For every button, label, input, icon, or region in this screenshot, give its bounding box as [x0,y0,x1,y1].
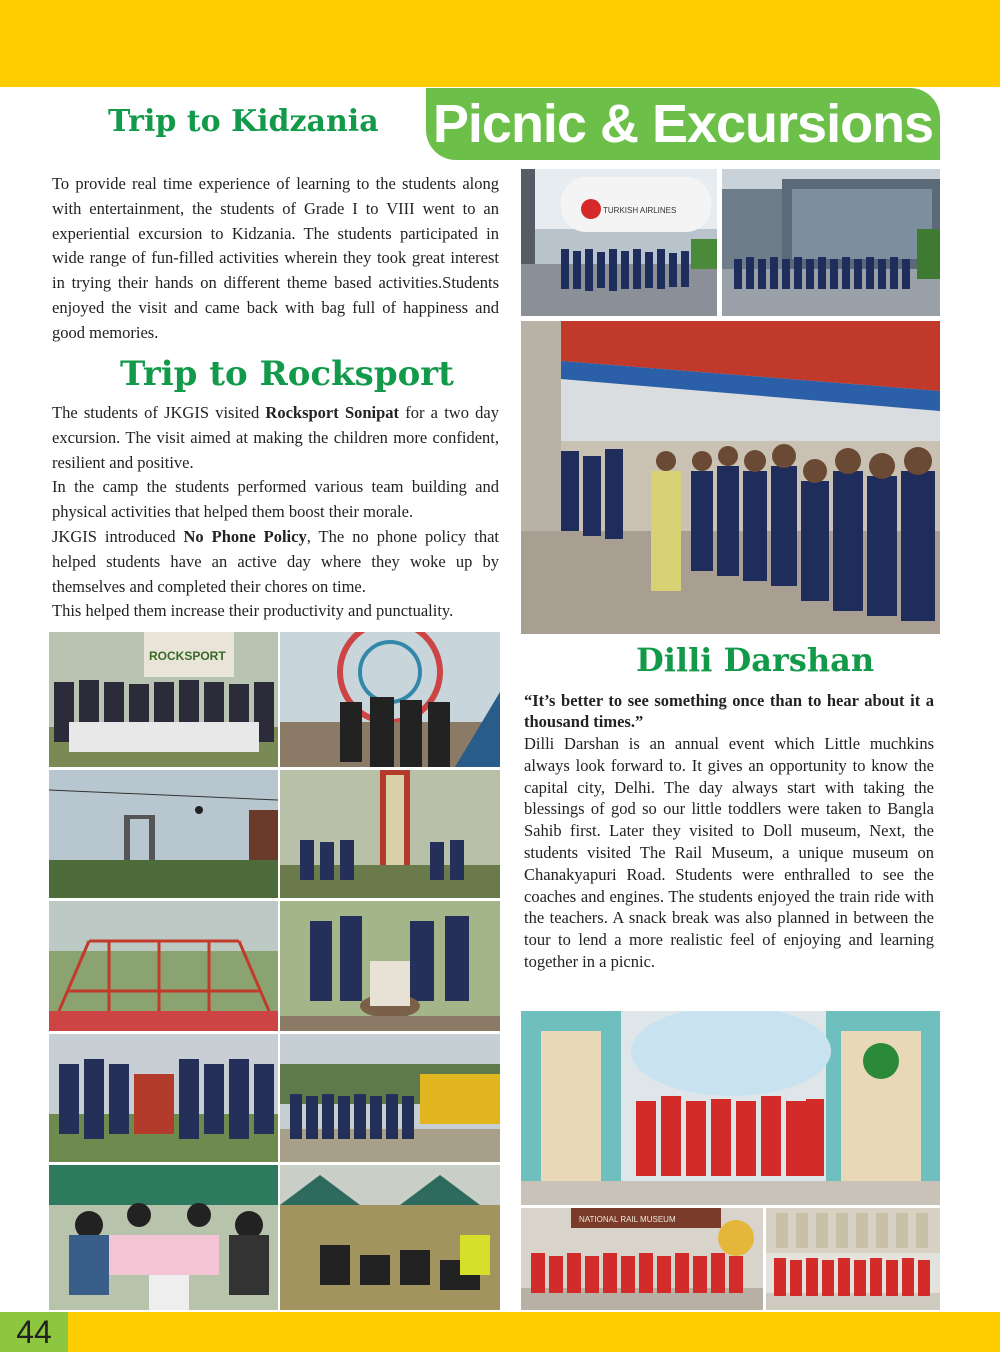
kidzania-heading: Trip to Kidzania [108,104,379,139]
dilli-photo-doll-museum [521,1011,940,1205]
kidzania-photo-building [722,169,940,316]
page-number: 44 [0,1312,68,1352]
rocksport-photo-bus [280,1034,500,1162]
dilli-photo-gurudwara [766,1208,940,1310]
rocksport-photo-group-pose [49,1034,278,1162]
kidzania-paragraph: To provide real time experience of learning to the students along with entertainment, the students of Grade I to VIII went to an experiential excursion to Kidzania. The students participated in wide range of fun-filled activities wherein they took great interest in trying their hands on different theme based activities.Students enjoyed the visit and came back with bag full of happiness and good memories. [52,174,499,342]
rocksport-photo-picnic-table [49,1165,278,1310]
kidzania-photo-airline [521,169,717,316]
rocksport-p2: In the camp the students performed various team building and physical activities that helped them boost their morale. [52,477,499,522]
rocksport-heading: Trip to Rocksport [120,354,454,394]
rocksport-photo-tents [280,1165,500,1310]
page-title-banner [426,88,940,160]
rocksport-sign: ROCKSPORT [149,649,226,663]
rocksport-photo-group-sign [49,632,278,767]
bottom-yellow-band [0,1312,1000,1352]
rocksport-photo-net-frame [49,901,278,1031]
airline-sign: TURKISH AIRLINES [603,206,677,215]
rocksport-p3: JKGIS introduced No Phone Policy, The no phone policy that helped students have an active day where they woke up by themselves and completed their chores on time. [52,526,500,596]
dilli-quote: “It’s better to see something once than to hear about it a thousand times.” [524,691,934,731]
rail-museum-sign: NATIONAL RAIL MUSEUM [579,1215,676,1224]
rocksport-p4: This helped them increase their productivity and punctuality. [52,601,454,621]
kidzania-photo-group-entrance [521,321,940,634]
rocksport-photo-zipline [49,770,278,898]
rocksport-photo-climbing-tower [280,770,500,898]
top-yellow-band [0,0,1000,87]
rocksport-p1: The students of JKGIS visited Rocksport Sonipat for a two day excursion. The visit aimed at making the children more confident, resilient and positive. [52,403,499,472]
dilli-paragraph: Dilli Darshan is an annual event which Little muchkins always look forward to. It gives an opportunity to know the capital city, Delhi. The day always start with taking the blessings of god so our little toddlers were taken to Bangla Sahib first. Later they visited to Doll museum, Next, the students visited The Rail Museum, a unique museum on Chanakyapuri Road. Students were enthralled to see the coaches and engines. The students enjoyed the train ride with the teachers. A snack break was also planned in between the tour to lend a more realistic feel of enjoying and learning together in a picnic. [524,734,934,971]
rocksport-photo-pottery [280,901,500,1031]
dilli-heading: Dilli Darshan [636,641,875,679]
page-title: Picnic & Excursions [432,94,934,154]
rocksport-photo-ferris [280,632,500,767]
rocksport-paragraph [52,401,499,624]
dilli-photo-rail-museum [521,1208,763,1310]
